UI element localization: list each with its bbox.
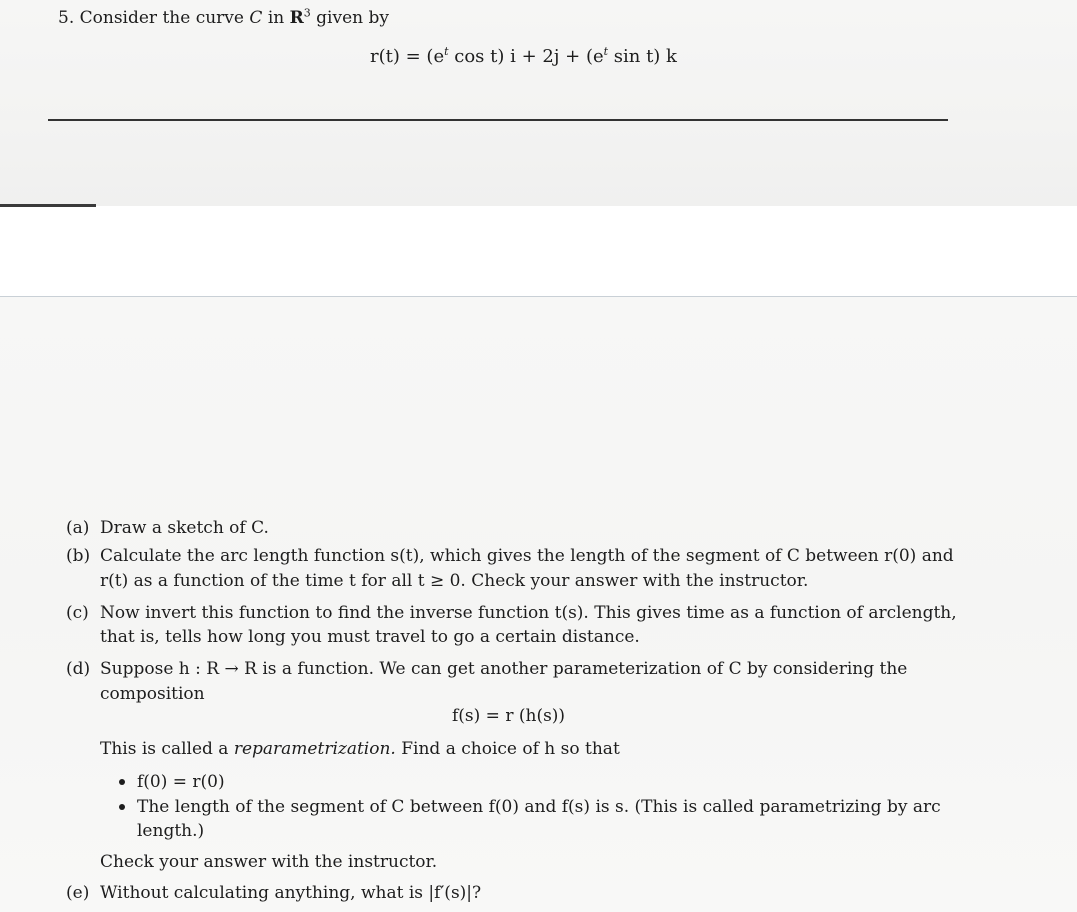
part-b-line-2: r(t) as a function of the time t for all t ≥ 0. Check your answer with the instructor. xyxy=(100,571,809,591)
problem-intro xyxy=(58,8,389,28)
part-e-label: (e) xyxy=(66,883,90,903)
part-b-line-1: Calculate the arc length function s(t), which gives the length of the segment of C between r(0) and xyxy=(100,546,954,566)
part-d-line-1: Suppose h : R → R is a function. We can get another parameterization of C by considering the xyxy=(100,659,908,679)
bullet-dot-1 xyxy=(119,779,125,785)
part-d-line-2: composition xyxy=(100,684,205,704)
reparam-sentence xyxy=(100,739,620,759)
part-b-label: (b) xyxy=(66,546,91,566)
equation-term1-tail: cos t) i + 2j + (e xyxy=(448,46,604,67)
intro-text-1: Consider the curve xyxy=(79,8,244,28)
reparam-post: Find a choice of h so that xyxy=(395,739,620,759)
page-edge-shadow xyxy=(0,204,96,207)
horizontal-rule xyxy=(48,119,948,121)
bullet-2-line-1: The length of the segment of C between f(0) and f(s) is s. (This is called parametrizing by arc xyxy=(137,797,941,817)
bullet-dot-2 xyxy=(119,804,125,810)
equation-lhs: r(t) = xyxy=(370,46,427,67)
curve-symbol: C xyxy=(249,8,263,28)
part-c-line-2: that is, tells how long you must travel to go a certain distance. xyxy=(100,627,640,647)
part-c-label: (c) xyxy=(66,603,89,623)
part-a-label: (a) xyxy=(66,518,90,538)
equation-term1: (e xyxy=(426,46,445,67)
equation-term2-tail: sin t) k xyxy=(608,46,677,67)
reparam-pre: This is called a xyxy=(100,739,234,759)
bullet-1-text: f(0) = r(0) xyxy=(137,772,225,792)
bullet-2-line-2: length.) xyxy=(137,821,205,841)
problem-number: 5. xyxy=(58,8,75,28)
part-c-line-1: Now invert this function to find the inverse function t(s). This gives time as a function of arclength, xyxy=(100,603,957,623)
part-d-check: Check your answer with the instructor. xyxy=(100,852,438,872)
reparam-formula: f(s) = r (h(s)) xyxy=(452,706,566,726)
page-photo-top xyxy=(0,0,1077,206)
part-d-label: (d) xyxy=(66,659,91,679)
intro-text-3: given by xyxy=(316,8,389,28)
part-e-text: Without calculating anything, what is |f′(s)|? xyxy=(100,883,482,903)
equation-term2-exp: t xyxy=(603,45,609,58)
intro-text-2: in xyxy=(267,8,285,28)
equation-term1-exp: t xyxy=(444,45,449,58)
reparam-emphasis: reparametrization. xyxy=(233,739,396,759)
curve-equation xyxy=(370,47,677,67)
part-a-text: Draw a sketch of C. xyxy=(100,518,269,538)
space-exponent: 3 xyxy=(303,6,311,20)
space-symbol: R xyxy=(289,8,304,28)
